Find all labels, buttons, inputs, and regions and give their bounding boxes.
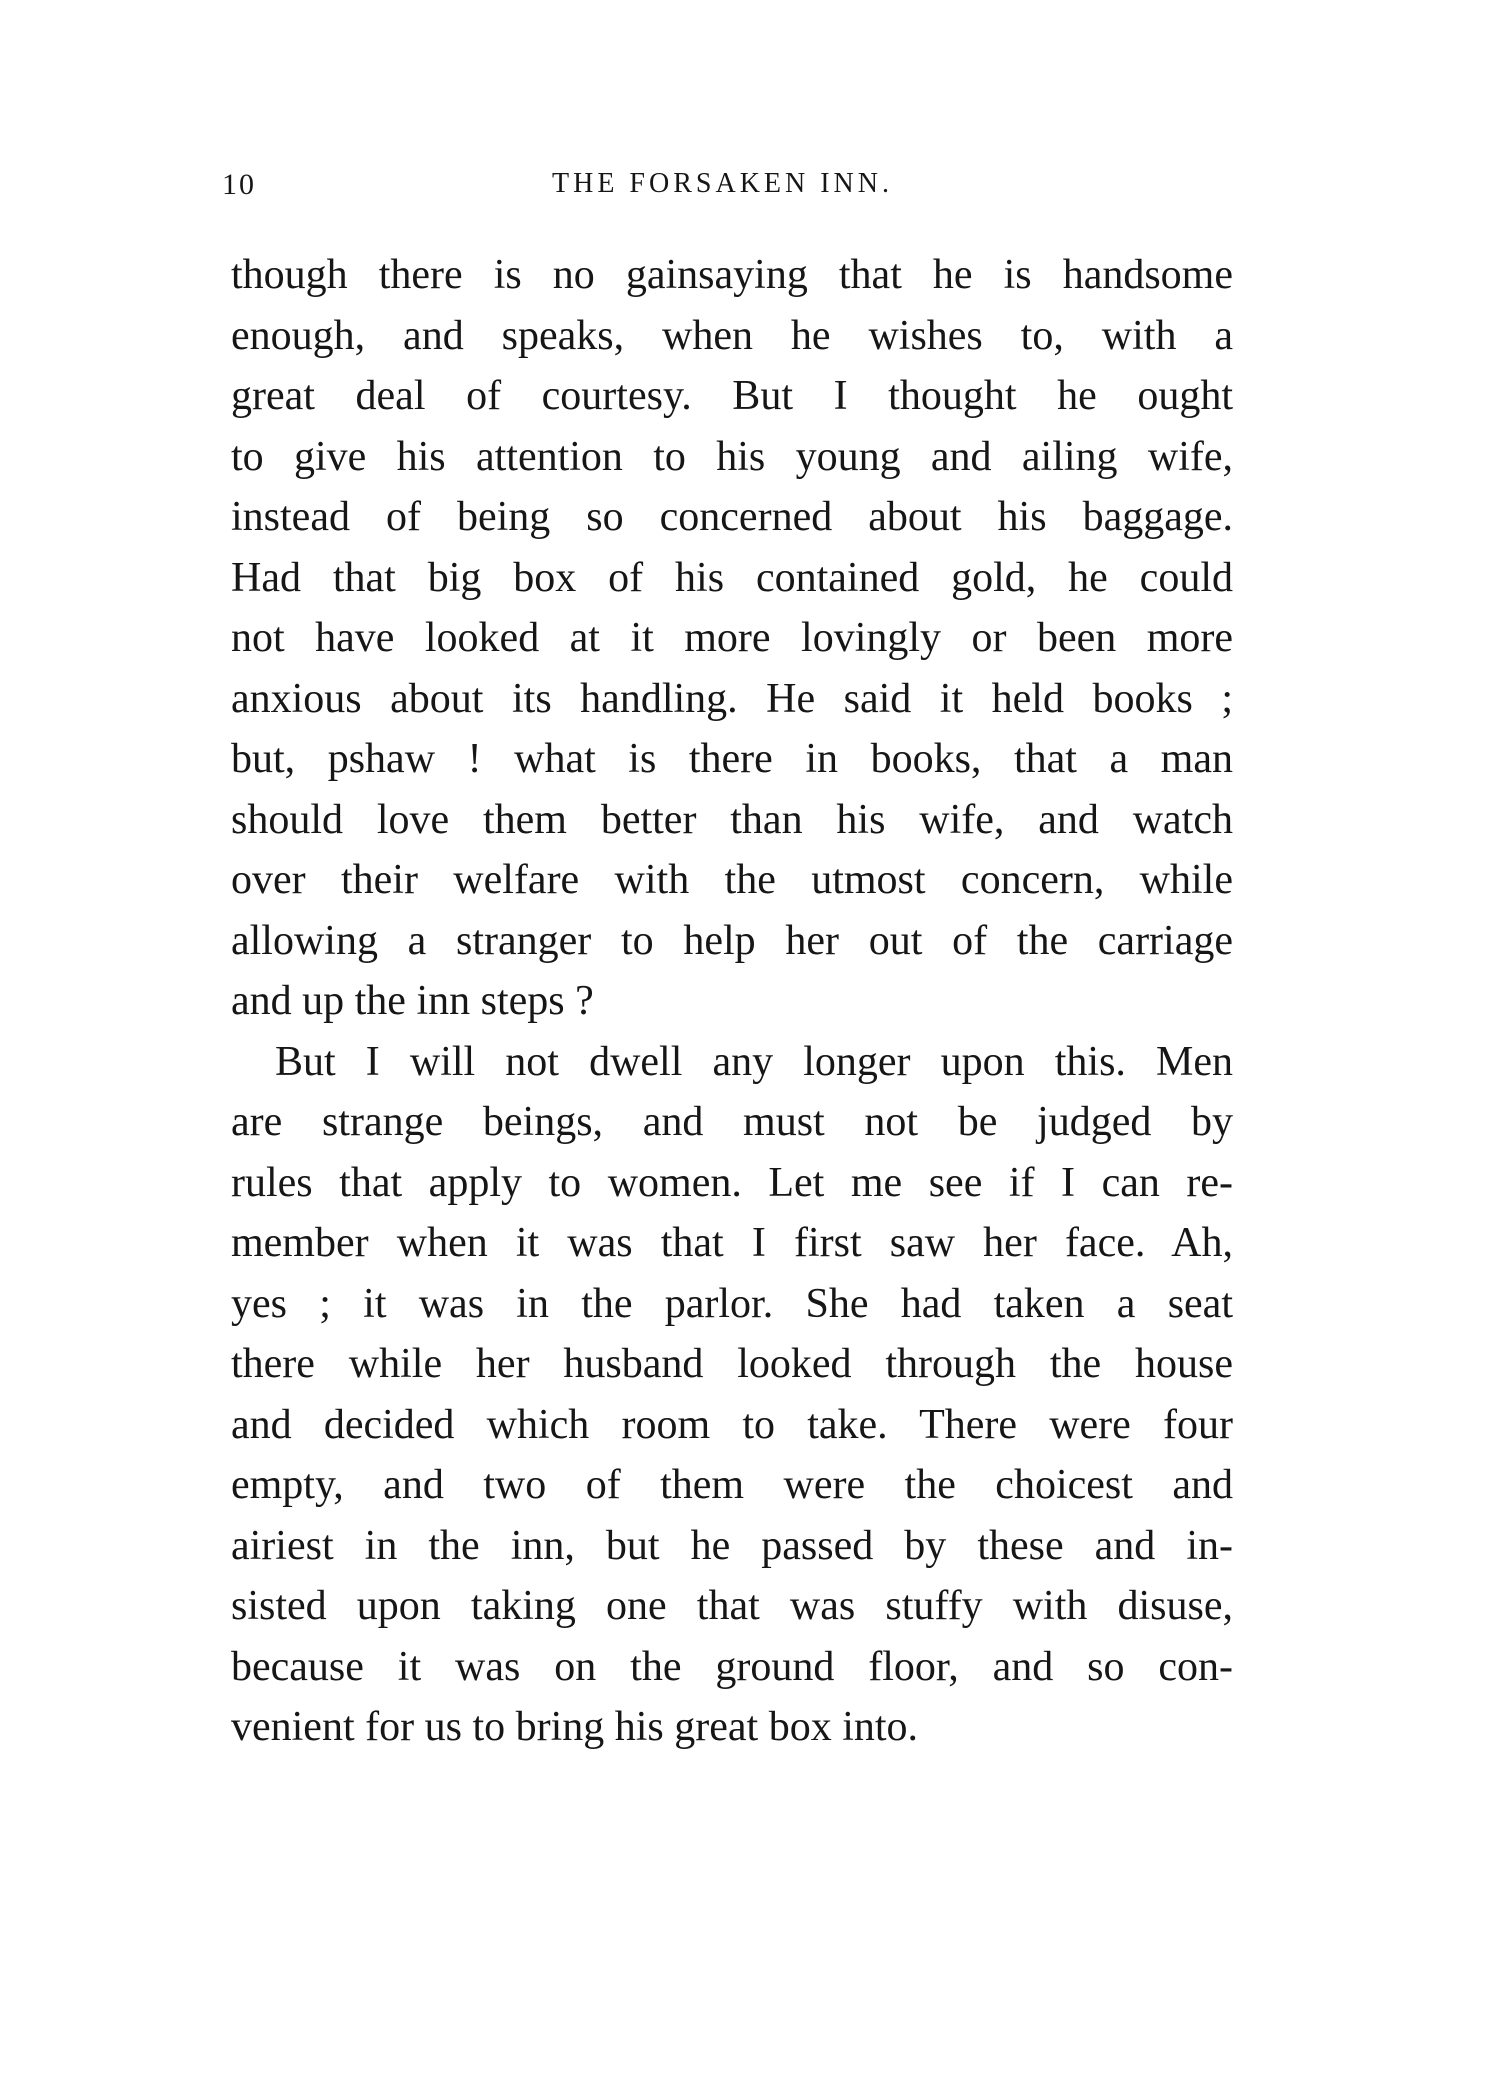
text-line: instead of being so concerned about his baggage. [231,494,1233,540]
running-title: THE FORSAKEN INN. [552,168,893,199]
text-line: anxious about its handling. He said it held books ; [231,675,1233,722]
paragraph-1 [231,245,1233,1032]
text-line: sisted upon taking one that was stuffy with disuse, [231,1583,1233,1629]
text-line: are strange beings, and must not be judged by [231,1099,1233,1145]
text-line: not have looked at it more lovingly or been more [231,615,1233,661]
text-line: airiest in the inn, but he passed by these and in- [231,1522,1233,1569]
text-line: member when it was that I first saw her face. Ah, [231,1220,1233,1266]
text-line: rules that apply to women. Let me see if I can re- [231,1159,1233,1206]
body-text [231,245,1233,1758]
text-line: venient for us to bring his great box into. [231,1704,919,1750]
text-line: and up the inn steps ? [231,978,594,1024]
text-line: to give his attention to his young and ailing wife, [231,433,1233,480]
text-line: yes ; it was in the parlor. She had taken a seat [231,1280,1233,1327]
paragraph-2 [231,1032,1233,1758]
text-line: But I will not dwell any longer upon this. Men [275,1038,1233,1085]
text-line: and decided which room to take. There were four [231,1401,1233,1448]
running-head [222,168,1230,208]
text-line: over their welfare with the utmost concern, while [231,857,1233,903]
text-line: enough, and speaks, when he wishes to, with a [231,312,1233,359]
text-line: because it was on the ground floor, and so con- [231,1643,1233,1690]
text-line: great deal of courtesy. But I thought he ought [231,373,1233,419]
text-line: but, pshaw ! what is there in books, that a man [231,736,1233,782]
text-line: should love them better than his wife, and watch [231,796,1233,843]
text-line: though there is no gainsaying that he is handsome [231,252,1233,298]
text-line: allowing a stranger to help her out of the carriage [231,917,1233,964]
text-line: empty, and two of them were the choicest and [231,1462,1233,1508]
text-line: Had that big box of his contained gold, he could [231,554,1233,601]
text-line: there while her husband looked through the house [231,1341,1233,1387]
page-number: 10 [222,168,256,201]
